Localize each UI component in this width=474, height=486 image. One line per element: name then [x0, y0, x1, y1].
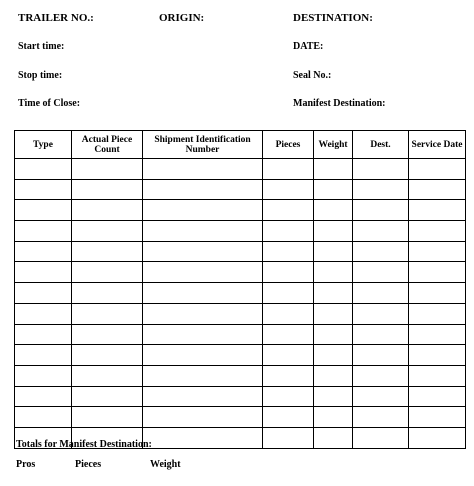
cell-service-date[interactable]	[409, 345, 466, 366]
cell-shipment-identification-number[interactable]	[143, 386, 263, 407]
cell-weight[interactable]	[314, 303, 353, 324]
cell-service-date[interactable]	[409, 407, 466, 428]
col-header-pieces: Pieces	[263, 131, 314, 159]
cell-dest[interactable]	[353, 179, 409, 200]
cell-dest[interactable]	[353, 386, 409, 407]
cell-pieces[interactable]	[263, 179, 314, 200]
table-row	[15, 200, 466, 221]
cell-weight[interactable]	[314, 179, 353, 200]
cell-pieces[interactable]	[263, 386, 314, 407]
table-header-row	[15, 131, 466, 159]
cell-type[interactable]	[15, 221, 72, 242]
cell-service-date[interactable]	[409, 262, 466, 283]
col-header-weight: Weight	[314, 131, 353, 159]
cell-dest[interactable]	[353, 345, 409, 366]
cell-type[interactable]	[15, 345, 72, 366]
cell-dest[interactable]	[353, 324, 409, 345]
cell-service-date[interactable]	[409, 200, 466, 221]
start-time-label: Start time:	[18, 41, 65, 52]
cell-service-date[interactable]	[409, 221, 466, 242]
cell-shipment-identification-number[interactable]	[143, 283, 263, 304]
cell-weight[interactable]	[314, 200, 353, 221]
manifest-table	[14, 130, 466, 449]
cell-type[interactable]	[15, 241, 72, 262]
cell-dest[interactable]	[353, 365, 409, 386]
cell-service-date[interactable]	[409, 241, 466, 262]
cell-weight[interactable]	[314, 241, 353, 262]
cell-type[interactable]	[15, 179, 72, 200]
cell-actual-piece-count[interactable]	[72, 386, 143, 407]
cell-actual-piece-count[interactable]	[72, 200, 143, 221]
table-row	[15, 262, 466, 283]
cell-weight[interactable]	[314, 365, 353, 386]
table-row	[15, 159, 466, 180]
table-row	[15, 386, 466, 407]
cell-actual-piece-count[interactable]	[72, 303, 143, 324]
cell-type[interactable]	[15, 324, 72, 345]
cell-shipment-identification-number[interactable]	[143, 159, 263, 180]
cell-pieces[interactable]	[263, 200, 314, 221]
cell-service-date[interactable]	[409, 324, 466, 345]
cell-weight[interactable]	[314, 159, 353, 180]
table-row	[15, 303, 466, 324]
table-row	[15, 365, 466, 386]
cell-pieces[interactable]	[263, 159, 314, 180]
cell-dest[interactable]	[353, 200, 409, 221]
cell-actual-piece-count[interactable]	[72, 221, 143, 242]
cell-service-date[interactable]	[409, 179, 466, 200]
cell-pieces[interactable]	[263, 365, 314, 386]
cell-service-date[interactable]	[409, 386, 466, 407]
cell-type[interactable]	[15, 386, 72, 407]
cell-shipment-identification-number[interactable]	[143, 345, 263, 366]
cell-weight[interactable]	[314, 262, 353, 283]
cell-pieces[interactable]	[263, 241, 314, 262]
cell-type[interactable]	[15, 200, 72, 221]
cell-actual-piece-count[interactable]	[72, 179, 143, 200]
table-row	[15, 283, 466, 304]
table-body	[15, 159, 466, 449]
cell-pieces[interactable]	[263, 303, 314, 324]
table-row	[15, 324, 466, 345]
cell-pieces[interactable]	[263, 427, 314, 448]
cell-dest[interactable]	[353, 262, 409, 283]
cell-type[interactable]	[15, 283, 72, 304]
table-row	[15, 179, 466, 200]
cell-actual-piece-count[interactable]	[72, 241, 143, 262]
cell-shipment-identification-number[interactable]	[143, 200, 263, 221]
cell-actual-piece-count[interactable]	[72, 159, 143, 180]
cell-dest[interactable]	[353, 303, 409, 324]
col-header-service-date: Service Date	[409, 131, 466, 159]
cell-shipment-identification-number[interactable]	[143, 407, 263, 428]
cell-dest[interactable]	[353, 427, 409, 448]
cell-weight[interactable]	[314, 283, 353, 304]
cell-weight[interactable]	[314, 324, 353, 345]
cell-actual-piece-count[interactable]	[72, 345, 143, 366]
destination-label: DESTINATION:	[293, 12, 373, 24]
seal-no-label: Seal No.:	[293, 70, 332, 81]
cell-dest[interactable]	[353, 221, 409, 242]
manifest-destination-label: Manifest Destination:	[293, 98, 386, 109]
cell-pieces[interactable]	[263, 221, 314, 242]
cell-pieces[interactable]	[263, 345, 314, 366]
cell-dest[interactable]	[353, 241, 409, 262]
cell-type[interactable]	[15, 262, 72, 283]
cell-shipment-identification-number[interactable]	[143, 179, 263, 200]
date-label: DATE:	[293, 41, 324, 52]
cell-shipment-identification-number[interactable]	[143, 221, 263, 242]
cell-actual-piece-count[interactable]	[72, 407, 143, 428]
table-row	[15, 221, 466, 242]
origin-label: ORIGIN:	[159, 12, 205, 24]
cell-type[interactable]	[15, 365, 72, 386]
col-header-shipment-identification-number: Shipment Identification Number	[143, 131, 263, 159]
cell-shipment-identification-number[interactable]	[143, 365, 263, 386]
cell-shipment-identification-number[interactable]	[143, 241, 263, 262]
cell-shipment-identification-number[interactable]	[143, 262, 263, 283]
cell-actual-piece-count[interactable]	[72, 262, 143, 283]
cell-service-date[interactable]	[409, 427, 466, 448]
cell-pieces[interactable]	[263, 283, 314, 304]
cell-service-date[interactable]	[409, 159, 466, 180]
trailer-no-label: TRAILER NO.:	[18, 12, 94, 24]
cell-service-date[interactable]	[409, 303, 466, 324]
weight-label: Weight	[150, 459, 181, 470]
col-header-dest: Dest.	[353, 131, 409, 159]
cell-shipment-identification-number[interactable]	[143, 303, 263, 324]
table-row	[15, 407, 466, 428]
totals-label: Totals for Manifest Destination:	[16, 439, 152, 450]
cell-shipment-identification-number[interactable]	[143, 427, 263, 448]
cell-weight[interactable]	[314, 427, 353, 448]
cell-dest[interactable]	[353, 407, 409, 428]
cell-service-date[interactable]	[409, 283, 466, 304]
cell-pieces[interactable]	[263, 262, 314, 283]
cell-weight[interactable]	[314, 221, 353, 242]
col-header-actual-piece-count: Actual Piece Count	[72, 131, 143, 159]
cell-service-date[interactable]	[409, 365, 466, 386]
table-row	[15, 241, 466, 262]
cell-pieces[interactable]	[263, 324, 314, 345]
cell-weight[interactable]	[314, 407, 353, 428]
cell-actual-piece-count[interactable]	[72, 324, 143, 345]
cell-shipment-identification-number[interactable]	[143, 324, 263, 345]
table-row	[15, 345, 466, 366]
cell-dest[interactable]	[353, 159, 409, 180]
cell-type[interactable]	[15, 303, 72, 324]
pros-label: Pros	[16, 459, 36, 470]
cell-type[interactable]	[15, 407, 72, 428]
col-header-type: Type	[15, 131, 72, 159]
cell-weight[interactable]	[314, 345, 353, 366]
cell-weight[interactable]	[314, 386, 353, 407]
cell-dest[interactable]	[353, 283, 409, 304]
cell-actual-piece-count[interactable]	[72, 283, 143, 304]
cell-pieces[interactable]	[263, 407, 314, 428]
pieces-label: Pieces	[75, 459, 102, 470]
time-of-close-label: Time of Close:	[18, 98, 81, 109]
stop-time-label: Stop time:	[18, 70, 63, 81]
cell-actual-piece-count[interactable]	[72, 365, 143, 386]
cell-type[interactable]	[15, 159, 72, 180]
